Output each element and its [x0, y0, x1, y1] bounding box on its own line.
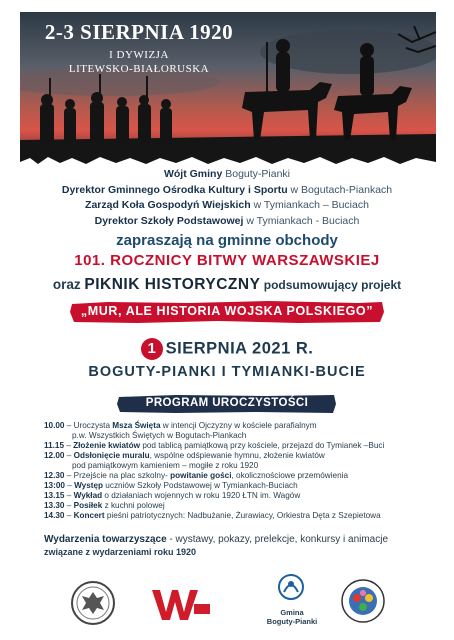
schedule-highlight: Msza Święta [112, 421, 161, 430]
project-title-banner [68, 300, 386, 324]
schedule-text: pod tablicą pamiątkową przy kościele, przejazd do Tymianek –Buci [140, 441, 385, 450]
program-heading-banner [116, 394, 338, 414]
gmina-crest-logo [276, 572, 306, 608]
picnic-rest: podsumowujący projekt [260, 278, 402, 292]
schedule-time: 13.30 [44, 501, 65, 510]
program-heading: PROGRAM UROCZYSTOŚCI [145, 397, 309, 409]
schedule-text: – Przejście na plac szkolny- [64, 471, 171, 480]
eagle-emblem-logo [70, 580, 116, 626]
schedule-text: uczniów Szkoły Podstawowej w Tymiankach-Buciach [103, 481, 298, 490]
schedule-text: w intencji Ojczyzny w kościele parafialnym [160, 421, 317, 430]
schedule-text: – [64, 491, 74, 500]
header-banner [20, 12, 436, 170]
events-list: - wystawy, pokazy, prelekcje, konkursy i animacje [166, 534, 389, 545]
schedule-highlight: Występ [74, 481, 104, 490]
schedule-item [44, 511, 444, 521]
schedule-text: o działaniach wojennych w roku 1920 ŁTN im. Wagów [102, 491, 301, 500]
schedule-text: , okolicznościowe przemówienia [231, 471, 348, 480]
sponsor-logos [0, 572, 454, 638]
schedule-text: – [64, 511, 74, 520]
schedule-highlight: Posiłek [73, 501, 103, 510]
host-line [0, 198, 454, 214]
schedule-item-continuation [44, 431, 444, 441]
picnic-title: PIKNIK HISTORYCZNY [84, 276, 261, 293]
host-title: Zarząd Koła Gospodyń Wiejskich [85, 199, 251, 211]
accompanying-events [44, 534, 444, 558]
gmina-logo-caption [262, 608, 322, 626]
invitation-line: zapraszają na gminne obchody [116, 232, 338, 249]
schedule-text: , wspólne odśpiewanie hymnu, złożenie kwiatów [149, 451, 325, 460]
schedule-time: 14.30 [44, 511, 65, 520]
schedule-time: 13:00 [44, 481, 65, 490]
gmina-caption-line: Boguty-Pianki [266, 617, 318, 626]
program-schedule [44, 421, 444, 521]
host-location: Boguty-Pianki [222, 168, 291, 180]
host-title: Dyrektor Szkoły Podstawowej [94, 214, 244, 227]
banner-date: 2-3 SIERPNIA 1920 [44, 20, 234, 44]
schedule-item [44, 451, 444, 461]
schedule-time: 10.00 [44, 421, 65, 430]
schedule-highlight: Koncert [73, 511, 105, 520]
date-text: SIERPNIA 2021 R. [165, 339, 314, 358]
host-line [0, 214, 454, 230]
events-title: Wydarzenia towarzyszące [44, 534, 167, 545]
schedule-text: pieśni patriotycznych: Nadbużanie, Żurawiacy, Orkiestra Dęta z Szepietowa [104, 511, 381, 520]
gmina-caption-line: Gmina [280, 608, 304, 617]
event-date [0, 338, 454, 360]
host-location: w Bogutach-Piankach [287, 183, 393, 196]
anniversary-title: 101. ROCZNICY BITWY WARSZAWSKIEJ [74, 252, 380, 269]
schedule-item [44, 421, 444, 431]
day-badge: 1 [141, 338, 163, 360]
schedule-text: – [64, 481, 75, 490]
host-title: Wójt Gminy [163, 168, 223, 180]
host-line [0, 183, 454, 199]
schedule-item [44, 481, 444, 491]
schedule-highlight: Wykład [73, 491, 103, 500]
schedule-text: p.w. Wszystkich Świętych w Bogutach-Piankach [72, 431, 247, 440]
schedule-text: – [64, 501, 74, 510]
schedule-item [44, 471, 444, 481]
host-line [0, 167, 454, 183]
banner-subtitle-2: LITEWSKO-BIAŁORUSKA [68, 63, 210, 75]
picnic-line [0, 276, 454, 294]
event-places: BOGUTY-PIANKI I TYMIANKI-BUCIE [88, 364, 366, 380]
kgw-circle-logo [340, 578, 386, 624]
picnic-oraz: oraz [52, 277, 85, 292]
schedule-time: 12.00 [44, 451, 65, 460]
schedule-text: – [64, 441, 74, 450]
events-line [44, 534, 444, 546]
schedule-time: 13.15 [44, 491, 65, 500]
host-location: w Tymiankach – Buciach [250, 199, 369, 211]
schedule-item-continuation [44, 461, 444, 471]
schedule-item [44, 491, 444, 501]
schedule-highlight: Złożenie kwiatów [73, 441, 141, 450]
schedule-text: pod pamiątkowym kamieniem – mogiłe z roku 1920 [72, 461, 259, 470]
host-location: w Tymiankach - Buciach [243, 214, 360, 227]
military-office-logo [150, 584, 212, 624]
schedule-text: – [64, 451, 74, 460]
hosts-list [0, 167, 454, 229]
events-subline: związane z wydarzeniami roku 1920 [44, 547, 197, 557]
banner-subtitle-1: I DYWIZJA [109, 49, 169, 61]
schedule-item [44, 501, 444, 511]
schedule-item [44, 441, 444, 451]
project-title: „MUR, ALE HISTORIA WOJSKA POLSKIEGO” [80, 304, 374, 318]
schedule-text: – Uroczysta [64, 421, 113, 430]
schedule-text: z kuchni polowej [102, 501, 165, 510]
schedule-highlight: Odsłonięcie muralu [73, 451, 150, 460]
host-title: Dyrektor Gminnego Ośrodka Kultury i Sportu [61, 183, 288, 196]
schedule-time: 11.15 [44, 441, 65, 450]
schedule-highlight: powitanie gości [170, 471, 232, 480]
schedule-time: 12.30 [44, 471, 65, 480]
